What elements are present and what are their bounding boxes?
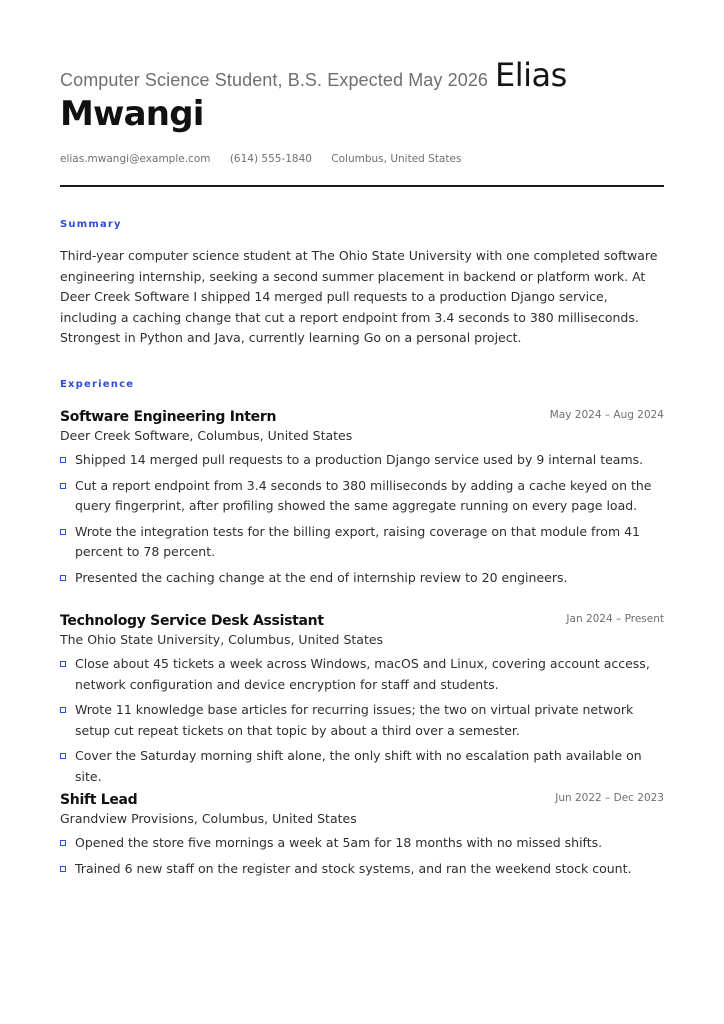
bullet-item (60, 746, 664, 787)
job-organization: Grandview Provisions, Columbus, United States (60, 811, 357, 826)
square-bullet-icon (60, 707, 66, 713)
header-divider (60, 185, 664, 187)
last-name: Mwangi (60, 94, 204, 134)
bullet-text: Opened the store five mornings a week at 5am for 18 months with no missed shifts. (75, 835, 603, 850)
bullet-text: Cover the Saturday morning shift alone, the only shift with no escalation path available on site. (75, 748, 642, 784)
square-bullet-icon (60, 575, 66, 581)
bullet-item (60, 654, 664, 695)
bullet-item (60, 568, 664, 589)
job-dates: Jun 2022 – Dec 2023 (555, 792, 664, 804)
bullet-item (60, 476, 664, 517)
job-bullets (60, 654, 664, 787)
square-bullet-icon (60, 457, 66, 463)
first-name: Elias (495, 56, 567, 94)
bullet-text: Wrote the integration tests for the billing export, raising coverage on that module from 41 percent to 78 percent. (75, 523, 641, 559)
square-bullet-icon (60, 529, 66, 535)
contact-location: Columbus, United States (331, 153, 462, 165)
job-organization: The Ohio State University, Columbus, United States (60, 632, 384, 647)
job-header (60, 610, 664, 630)
contact-line (60, 153, 477, 165)
square-bullet-icon (60, 840, 66, 846)
job-dates: May 2024 – Aug 2024 (549, 409, 664, 421)
job-header (60, 406, 664, 426)
job-entry (60, 610, 664, 792)
job-title: Software Engineering Intern (60, 409, 277, 425)
job-entry (60, 789, 664, 884)
square-bullet-icon (60, 661, 66, 667)
bullet-item (60, 450, 664, 471)
bullet-item (60, 859, 664, 880)
job-dates: Jan 2024 – Present (566, 613, 664, 625)
job-title: Shift Lead (60, 792, 138, 808)
job-entry (60, 406, 664, 593)
contact-phone[interactable]: (614) 555-1840 (229, 153, 312, 165)
experience-heading: Experience (60, 379, 135, 390)
job-header (60, 789, 664, 809)
job-bullets (60, 450, 664, 588)
square-bullet-icon (60, 483, 66, 489)
bullet-text: Close about 45 tickets a week across Windows, macOS and Linux, covering account access, network configuration and device encryption for staff and students. (75, 656, 650, 692)
bullet-text: Shipped 14 merged pull requests to a production Django service used by 9 internal teams. (75, 452, 644, 467)
square-bullet-icon (60, 753, 66, 759)
job-title: Technology Service Desk Assistant (60, 613, 324, 629)
contact-email[interactable]: elias.mwangi@example.com (60, 153, 211, 165)
bullet-text: Wrote 11 knowledge base articles for recurring issues; the two on virtual private network setup cut repeat tickets on that topic by about a third over a semester. (75, 702, 634, 738)
bullet-item (60, 700, 664, 741)
bullet-item (60, 522, 664, 563)
summary-heading: Summary (60, 219, 122, 230)
job-bullets (60, 833, 664, 879)
job-organization: Deer Creek Software, Columbus, United States (60, 428, 353, 443)
bullet-text: Cut a report endpoint from 3.4 seconds to 380 milliseconds by adding a cache keyed on the query fingerprint, after profiling showed the same aggregate running on every page load. (75, 477, 652, 513)
bullet-text: Trained 6 new staff on the register and stock systems, and ran the weekend stock count. (75, 860, 632, 876)
bullet-item (60, 833, 664, 854)
header-name-line (60, 56, 664, 94)
header-subtitle: Computer Science Student, B.S. Expected May 2026 (60, 70, 489, 90)
bullet-text: Presented the caching change at the end of internship review to 20 engineers. (75, 569, 568, 585)
square-bullet-icon (60, 866, 66, 872)
summary-text: Third-year computer science student at The Ohio State University with one completed software engineering internship, seeking a second summer placement in backend or platform work. At Deer Creek Software I shipped 14 merged pull requests to a production Django service, including a caching change that cut a report endpoint from 3.4 seconds to 380 milliseconds. Strongest in Python and Java, currently learning Go on a personal project. (60, 248, 658, 345)
